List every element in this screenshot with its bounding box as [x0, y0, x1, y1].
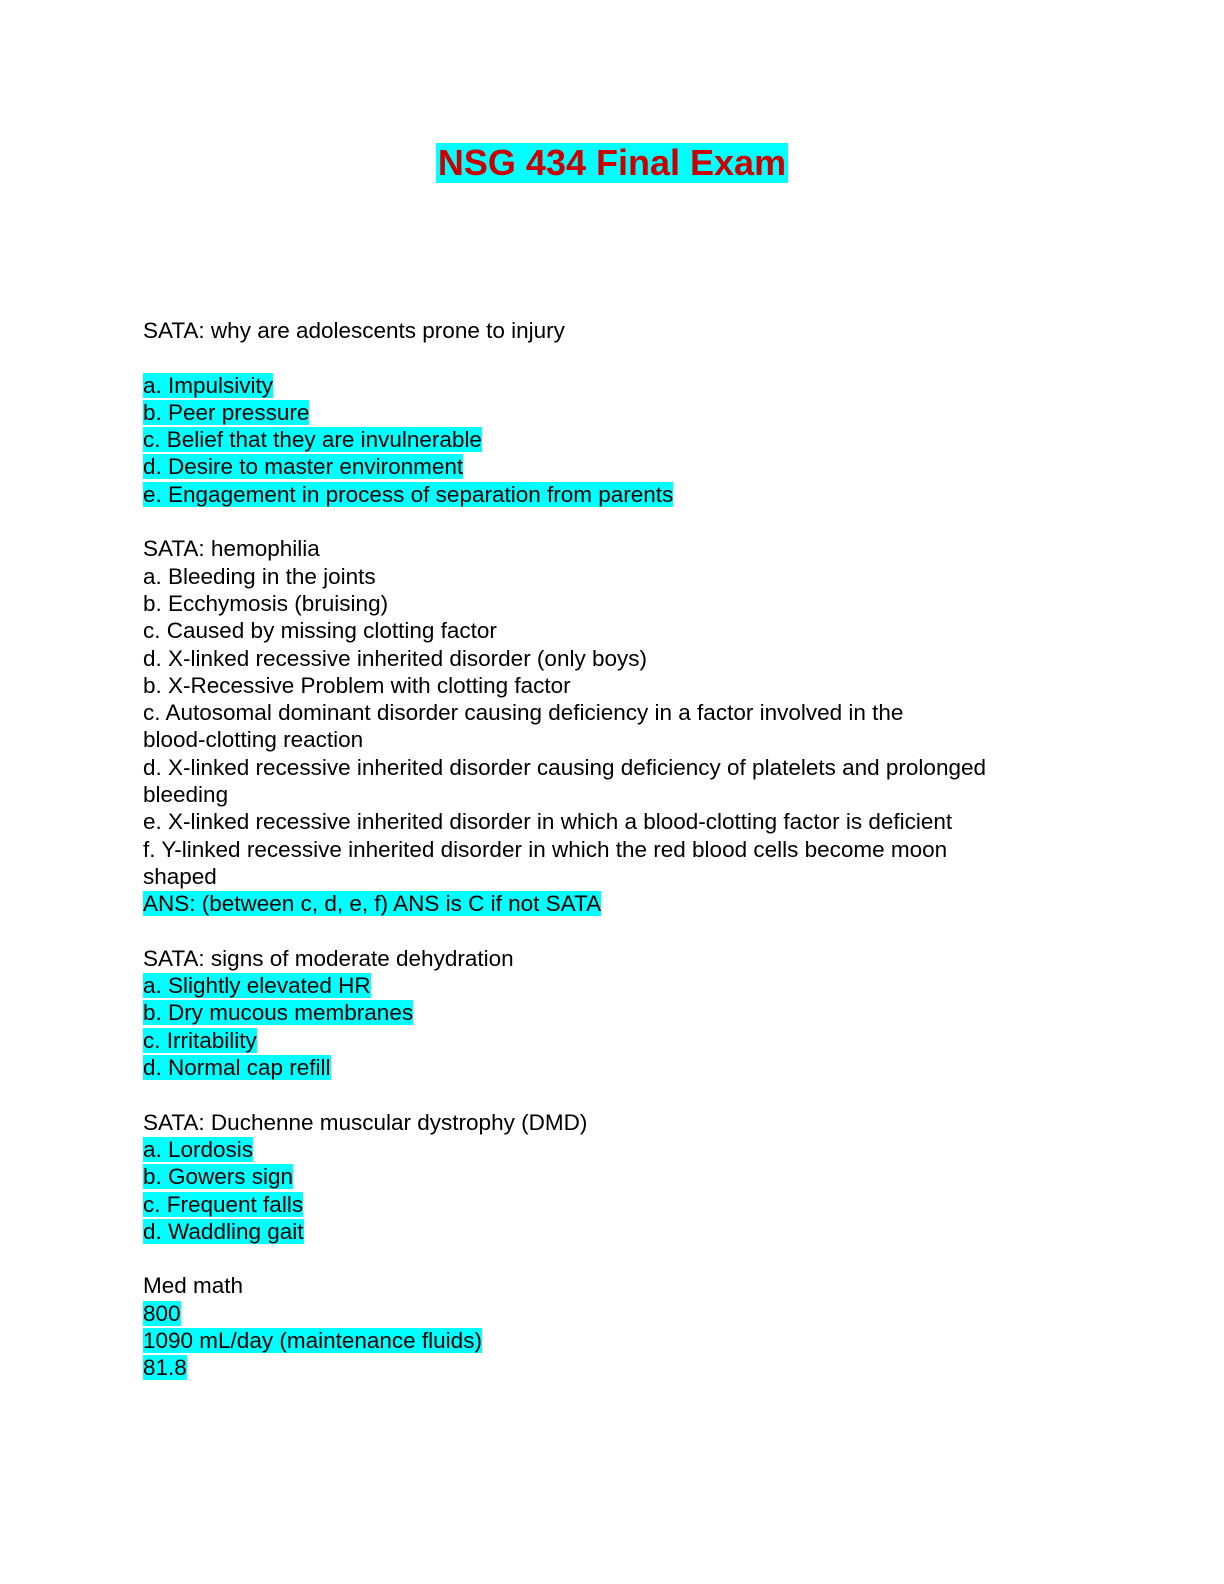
answer-option-continued: bleeding	[143, 782, 229, 808]
spacer	[143, 508, 1043, 535]
spacer	[143, 1081, 1043, 1108]
answer-option: f. Y-linked recessive inherited disorder in which the red blood cells become moon	[143, 836, 948, 862]
answer-option: c. Caused by missing clotting factor	[143, 618, 497, 644]
answer-value: 81.8	[143, 1355, 187, 1381]
answer-option: b. Ecchymosis (bruising)	[143, 590, 389, 616]
spacer	[143, 1245, 1043, 1272]
answer-key: ANS: (between c, d, e, f) ANS is C if not SATA	[143, 891, 602, 917]
answer-option: a. Impulsivity	[143, 372, 274, 398]
question-block-adolescent-injury	[143, 317, 1043, 508]
question-block-dehydration	[143, 945, 1043, 1081]
answer-option: e. X-linked recessive inherited disorder in which a blood-clotting factor is deficient	[143, 809, 953, 835]
answer-option: d. Normal cap refill	[143, 1055, 331, 1081]
answer-option: b. Dry mucous membranes	[143, 1000, 414, 1026]
answer-option: a. Lordosis	[143, 1136, 254, 1162]
answer-option: c. Autosomal dominant disorder causing deficiency in a factor involved in the	[143, 700, 904, 726]
question-block-dmd	[143, 1109, 1043, 1245]
question-prompt: SATA: signs of moderate dehydration	[143, 945, 514, 971]
question-prompt: SATA: hemophilia	[143, 536, 320, 562]
answer-option: d. Waddling gait	[143, 1218, 304, 1244]
answer-option: c. Belief that they are invulnerable	[143, 427, 482, 453]
question-prompt: Med math	[143, 1273, 244, 1299]
answer-option-continued: blood-clotting reaction	[143, 727, 364, 753]
answer-option: c. Irritability	[143, 1027, 257, 1053]
question-prompt: SATA: why are adolescents prone to injury	[143, 318, 565, 343]
answer-option: e. Engagement in process of separation from parents	[143, 481, 674, 507]
question-block-hemophilia	[143, 535, 1043, 917]
answer-option: c. Frequent falls	[143, 1191, 304, 1217]
answer-value: 1090 mL/day (maintenance fluids)	[143, 1327, 482, 1353]
question-block-med-math	[143, 1272, 1043, 1381]
answer-option: d. Desire to master environment	[143, 454, 464, 480]
answer-option: d. X-linked recessive inherited disorder (only boys)	[143, 645, 647, 671]
spacer	[143, 918, 1043, 945]
answer-option: a. Bleeding in the joints	[143, 563, 376, 589]
document-body	[143, 317, 1043, 1382]
title-container	[0, 143, 1224, 183]
answer-option: b. Gowers sign	[143, 1164, 294, 1190]
answer-option: b. X-Recessive Problem with clotting factor	[143, 672, 571, 698]
answer-option: d. X-linked recessive inherited disorder causing deficiency of platelets and prolonged	[143, 754, 986, 780]
document-title: NSG 434 Final Exam	[437, 142, 787, 183]
answer-option-continued: shaped	[143, 863, 217, 889]
answer-value: 800	[143, 1300, 181, 1326]
spacer	[143, 344, 1043, 371]
answer-option: a. Slightly elevated HR	[143, 973, 371, 999]
question-prompt: SATA: Duchenne muscular dystrophy (DMD)	[143, 1109, 588, 1135]
answer-option: b. Peer pressure	[143, 399, 310, 425]
